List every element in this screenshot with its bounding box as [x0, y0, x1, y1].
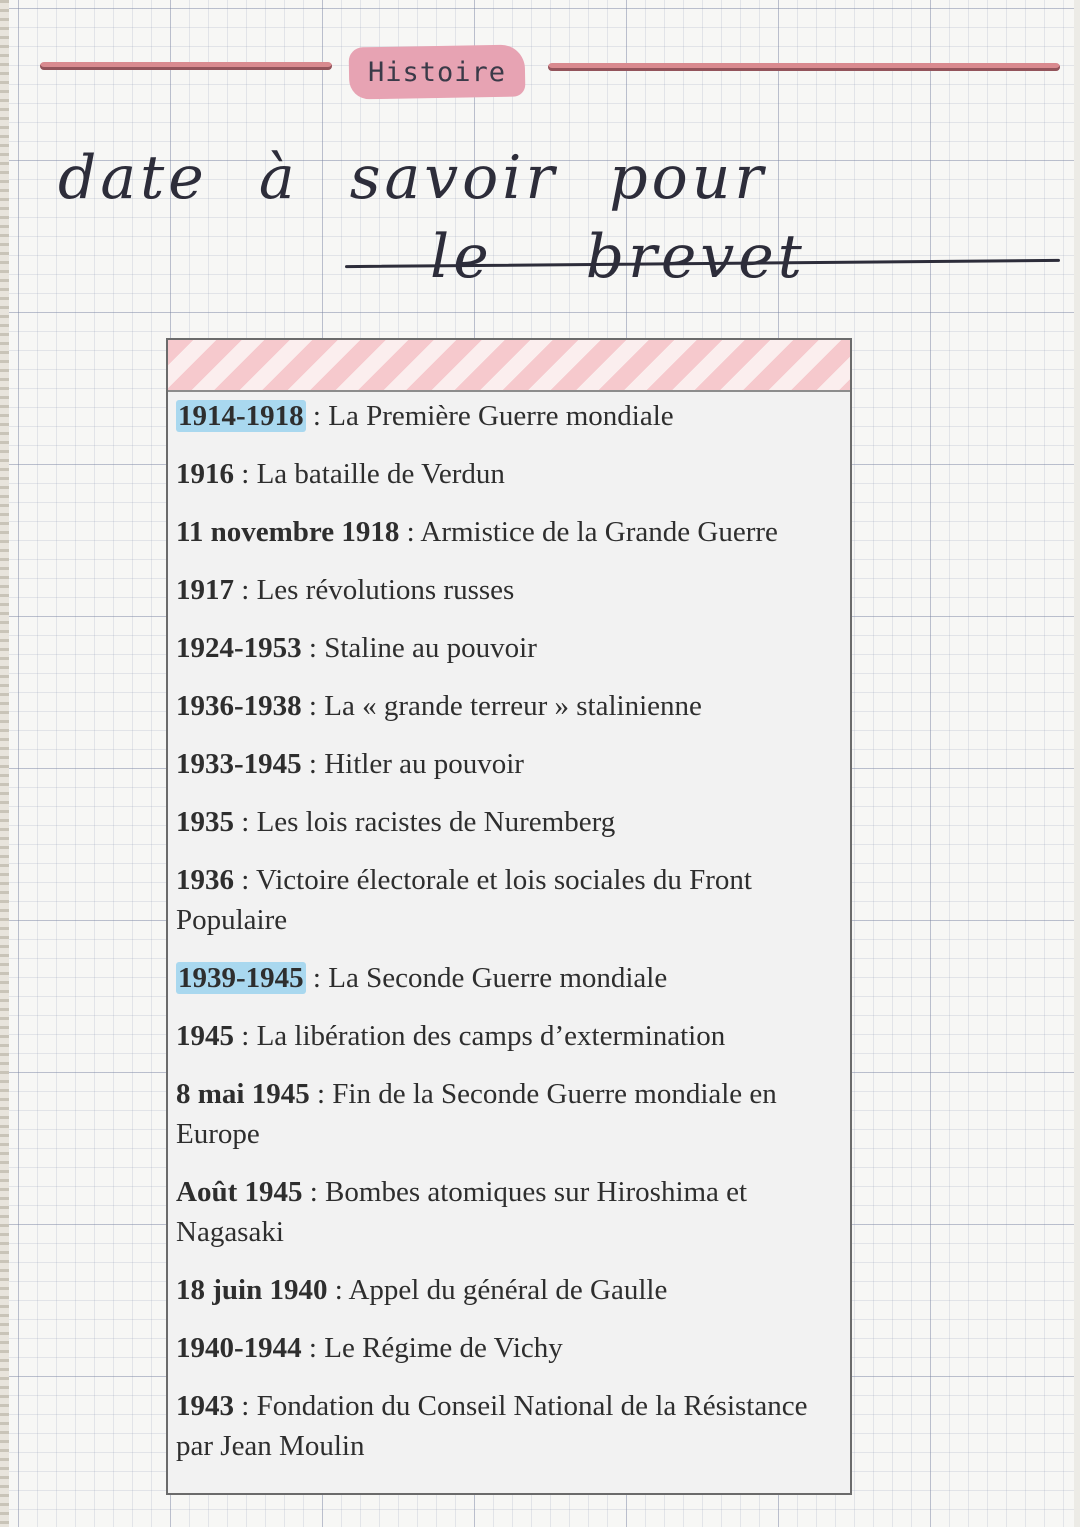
date-entry [176, 628, 844, 668]
date-entry [176, 1074, 844, 1154]
entry-separator: : [301, 1332, 325, 1364]
entry-text: Les révolutions russes [256, 574, 515, 606]
entry-text: Victoire électorale et lois sociales du Front Populaire [176, 864, 752, 936]
entry-date: 18 juin 1940 [176, 1274, 328, 1306]
entry-date: 1943 [176, 1390, 234, 1422]
washi-tape-strip [168, 340, 850, 392]
entry-date: 1917 [176, 574, 234, 606]
date-entry [176, 686, 844, 726]
entry-separator: : [234, 806, 257, 838]
entry-separator: : [301, 690, 325, 722]
entry-date: Août 1945 [176, 1176, 303, 1208]
date-entry [176, 860, 844, 940]
entry-date: 1940-1944 [176, 1332, 302, 1364]
entry-text: Staline au pouvoir [324, 632, 537, 664]
entry-date: 1939-1945 [178, 962, 304, 994]
entry-text: Bombes atomiques sur Hiroshima et Nagasaki [176, 1176, 748, 1248]
entry-date: 1945 [176, 1020, 234, 1052]
date-entry [176, 454, 844, 494]
date-entry [176, 512, 844, 552]
header-rule-right [548, 63, 1060, 71]
entry-date: 1924-1953 [176, 632, 302, 664]
entry-date: 1933-1945 [176, 748, 302, 780]
page-title: Histoire [367, 57, 507, 88]
entry-separator: : [309, 1078, 333, 1110]
entry-separator: : [327, 1274, 349, 1306]
entry-separator: : [234, 1390, 257, 1422]
header-rule-left [40, 62, 332, 70]
entry-text: La libération des camps d’extermination [256, 1020, 726, 1052]
entry-text: Fondation du Conseil National de la Résistance par Jean Moulin [176, 1390, 808, 1462]
entry-text: Le Régime de Vichy [324, 1332, 563, 1364]
page-right-edge [1074, 0, 1080, 1527]
date-entry [176, 396, 844, 436]
entry-date: 1916 [176, 458, 234, 490]
entry-date: 1936 [176, 864, 234, 896]
entry-separator: : [302, 1176, 326, 1208]
entry-separator: : [234, 864, 257, 896]
entry-separator: : [399, 516, 421, 548]
handwritten-subtitle-line2: le brevet [430, 222, 806, 292]
dates-card [166, 338, 852, 1495]
entry-text: Hitler au pouvoir [324, 748, 524, 780]
entry-separator: : [234, 574, 257, 606]
entry-text: Armistice de la Grande Guerre [420, 516, 778, 548]
entry-text: Les lois racistes de Nuremberg [256, 806, 616, 838]
handwritten-subtitle-line1: date à savoir pour [58, 143, 768, 213]
dates-list [176, 396, 844, 1484]
entry-date: 8 mai 1945 [176, 1078, 310, 1110]
date-entry [176, 1270, 844, 1310]
date-entry [176, 802, 844, 842]
entry-date: 1935 [176, 806, 234, 838]
entry-date: 1914-1918 [178, 400, 304, 432]
entry-text: La bataille de Verdun [256, 458, 505, 490]
date-entry [176, 744, 844, 784]
entry-date: 11 novembre 1918 [176, 516, 400, 548]
notebook-binding-edge [0, 0, 9, 1527]
entry-text: La Seconde Guerre mondiale [328, 962, 668, 994]
entry-text: Fin de la Seconde Guerre mondiale en Europe [176, 1078, 777, 1150]
date-entry [176, 1016, 844, 1056]
entry-text: La Première Guerre mondiale [328, 400, 674, 432]
entry-text: La « grande terreur » stalinienne [324, 690, 702, 722]
entry-separator: : [301, 632, 325, 664]
entry-separator: : [305, 962, 329, 994]
entry-separator: : [305, 400, 329, 432]
entry-separator: : [301, 748, 325, 780]
date-entry [176, 1328, 844, 1368]
entry-separator: : [234, 458, 257, 490]
date-entry [176, 1386, 844, 1466]
entry-separator: : [234, 1020, 257, 1052]
date-entry [176, 570, 844, 610]
date-entry [176, 1172, 844, 1252]
entry-text: Appel du général de Gaulle [348, 1274, 668, 1306]
date-entry [176, 958, 844, 998]
entry-date: 1936-1938 [176, 690, 302, 722]
